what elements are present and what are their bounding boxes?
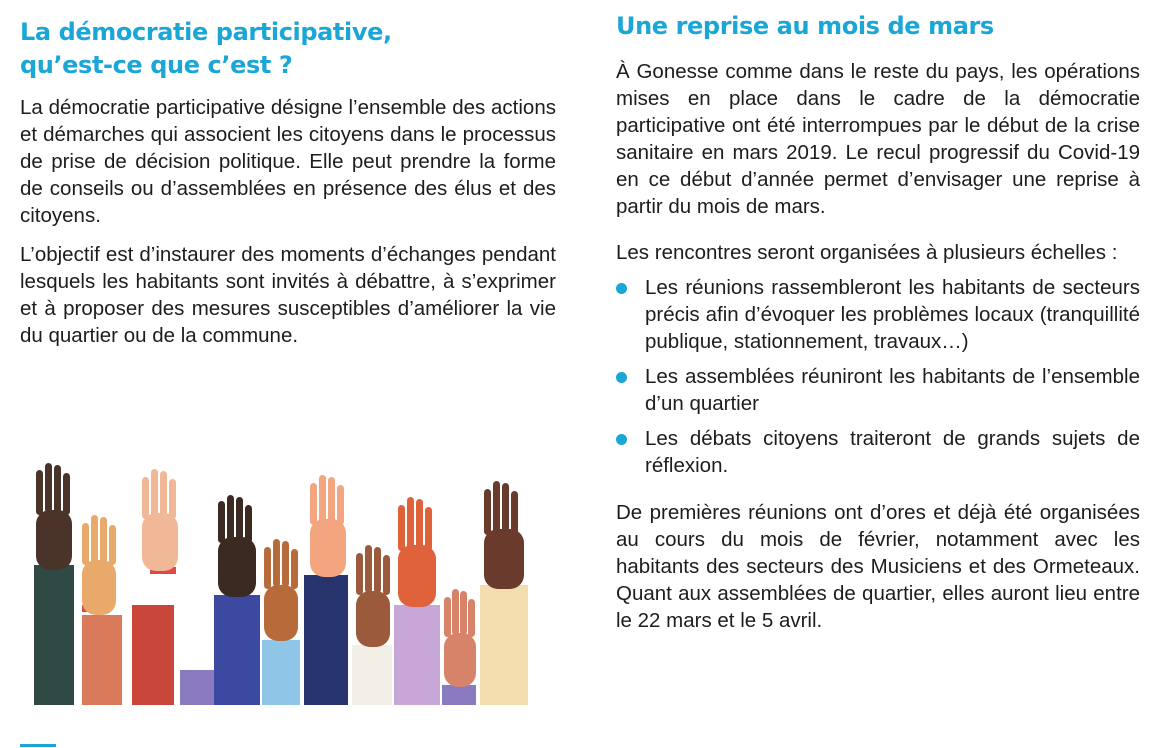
sleeve-3 — [132, 605, 174, 705]
list-item: Les assemblées réuniront les habitants de l’ensemble d’un quartier — [616, 363, 1140, 417]
meeting-types-list — [616, 274, 1140, 479]
hand-5 — [264, 539, 298, 641]
sleeve-5 — [214, 595, 260, 705]
left-heading-line2: qu’est-ce que c’est ? — [20, 51, 293, 79]
right-column — [616, 0, 1140, 634]
sleeve-1 — [34, 565, 74, 705]
hand-6 — [310, 475, 346, 577]
hand-4 — [218, 495, 256, 597]
raised-hands-illustration — [22, 455, 534, 705]
sleeve-10 — [442, 685, 476, 705]
right-paragraph-scales: Les rencontres seront organisées à plusieurs échelles : — [616, 241, 1118, 264]
left-column — [20, 0, 556, 349]
hand-3 — [142, 469, 178, 571]
left-heading-line1: La démocratie participative, — [20, 18, 392, 46]
sleeve-4 — [180, 670, 216, 705]
hand-7 — [356, 545, 390, 647]
bullet-icon — [616, 283, 627, 294]
left-paragraph-objective: L’objectif est d’instaurer des moments d’échanges pendant lesquels les habitants sont invités à débattre, à s’exprimer et à proposer des mesures susceptibles d’améliorer la vie du quartier ou de la commune. — [20, 243, 556, 347]
footer-accent-rule — [20, 744, 56, 747]
list-item: Les débats citoyens traiteront de grands sujets de réflexion. — [616, 425, 1140, 479]
sleeve-7 — [304, 575, 348, 705]
hand-8 — [398, 497, 436, 607]
sleeve-8 — [352, 645, 392, 705]
sleeve-2 — [82, 615, 122, 705]
right-paragraph-resumption: À Gonesse comme dans le reste du pays, les opérations mises en place dans le cadre de la démocratie participative ont été interrompues par le début de la crise sanitaire en mars 2019. Le recul progressif du Covid-19 en ce début d’année permet d’envisager une reprise à partir du mois de mars. — [616, 60, 1140, 218]
bullet-icon — [616, 372, 627, 383]
hand-9 — [444, 589, 476, 687]
sleeve-9 — [394, 605, 440, 705]
hand-2 — [82, 515, 116, 615]
hand-1 — [36, 463, 72, 570]
list-item: Les réunions rassembleront les habitants de secteurs précis afin d’évoquer les problèmes locaux (tranquillité publique, stationnement, travaux…) — [616, 274, 1140, 355]
right-heading: Une reprise au mois de mars — [616, 12, 994, 40]
bullet-icon — [616, 434, 627, 445]
left-paragraph-definition: La démocratie participative désigne l’ensemble des actions et démarches qui associent les citoyens dans le processus de prise de décision politique. Elle peut prendre la forme de conseils ou d’assemblées en présence des élus et des citoyens. — [20, 96, 556, 227]
right-paragraph-first-meetings: De premières réunions ont d’ores et déjà été organisées au cours du mois de février, notamment avec les habitants des secteurs des Musiciens et des Ormeteaux. Quant aux assemblées de quartier, elles auront lieu entre le 22 mars et le 5 avril. — [616, 501, 1140, 632]
sleeve-11 — [480, 585, 528, 705]
sleeve-6 — [262, 640, 300, 705]
left-heading — [20, 0, 556, 82]
hand-10 — [484, 481, 524, 589]
